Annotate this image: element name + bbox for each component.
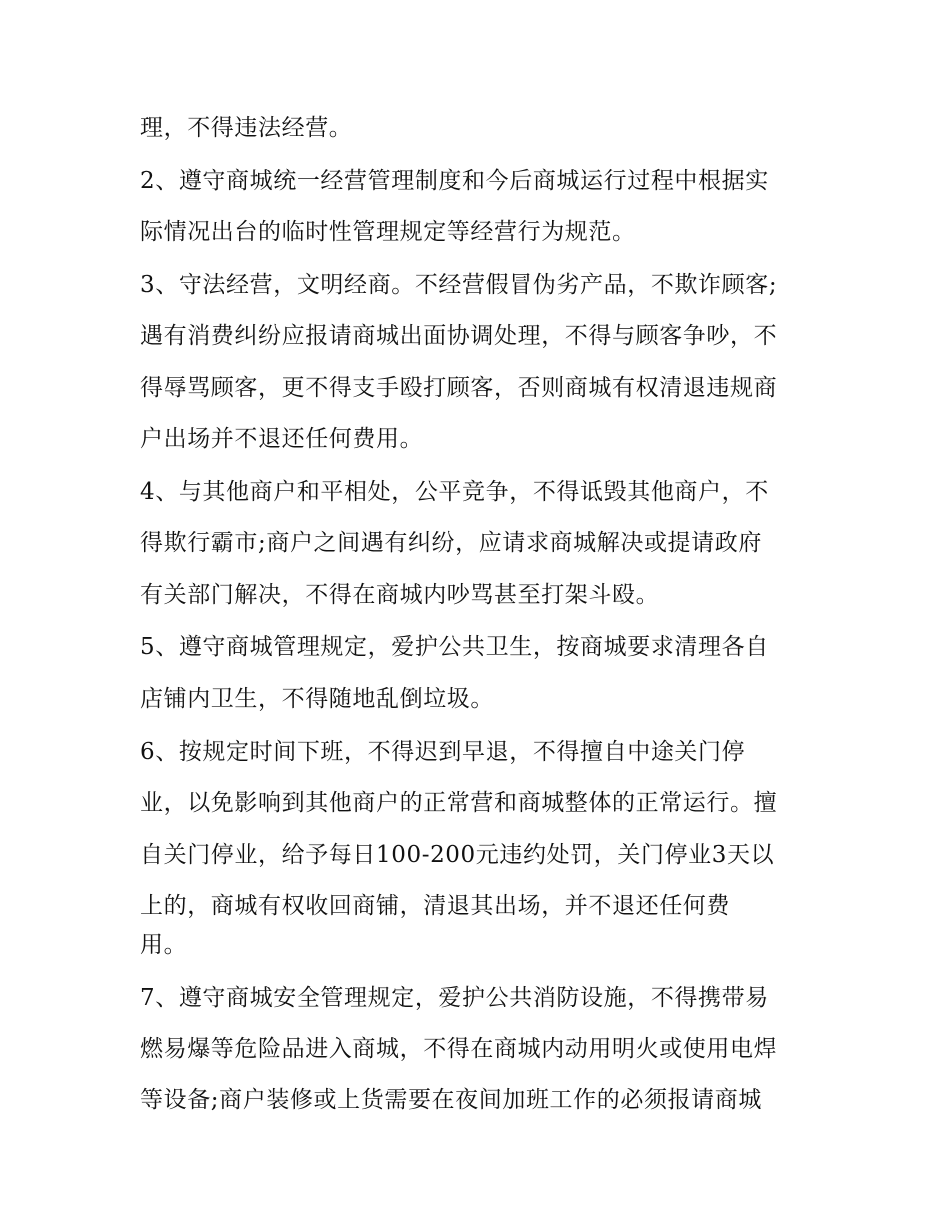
- text-line: 际情况出台的临时性管理规定等经营行为规范。: [140, 219, 636, 245]
- text-line: 业，以免影响到其他商户的正常营和商城整体的正常运行。擅: [140, 790, 778, 816]
- text-line: 有关部门解决，不得在商城内吵骂甚至打架斗殴。: [140, 582, 660, 608]
- text-line: 上的，商城有权收回商铺，清退其出场，并不退还任何费: [140, 893, 730, 919]
- text-line: 店铺内卫生，不得随地乱倒垃圾。: [140, 686, 494, 712]
- text-line: 理，不得违法经营。: [140, 115, 353, 141]
- text-line: 等设备;商户装修或上货需要在夜间加班工作的必须报请商城: [140, 1087, 762, 1113]
- text-line: 得辱骂顾客，更不得支手殴打顾客，否则商城有权清退违规商: [140, 375, 778, 401]
- text-line: 3、守法经营，文明经商。不经营假冒伪劣产品，不欺诈顾客;: [140, 272, 778, 298]
- text-line: 遇有消费纠纷应报请商城出面协调处理，不得与顾客争吵，不: [140, 323, 778, 349]
- text-line: 2、遵守商城统一经营管理制度和今后商城运行过程中根据实: [140, 168, 769, 194]
- text-line: 用。: [140, 932, 188, 958]
- text-line: 7、遵守商城安全管理规定，爱护公共消防设施，不得携带易: [140, 985, 769, 1011]
- text-line: 得欺行霸市;商户之间遇有纠纷，应请求商城解决或提请政府: [140, 530, 762, 556]
- text-line: 自关门停业，给予每日100-200元违约处罚，关门停业3天以: [140, 842, 775, 868]
- text-line: 6、按规定时间下班，不得迟到早退，不得擅自中途关门停: [140, 739, 746, 765]
- text-line: 5、遵守商城管理规定，爱护公共卫生，按商城要求清理各自: [140, 634, 769, 660]
- text-line: 燃易爆等危险品进入商城，不得在商城内动用明火或使用电焊: [140, 1036, 778, 1062]
- text-line: 4、与其他商户和平相处，公平竞争，不得诋毁其他商户，不: [140, 479, 769, 505]
- text-line: 户出场并不退还任何费用。: [140, 426, 424, 452]
